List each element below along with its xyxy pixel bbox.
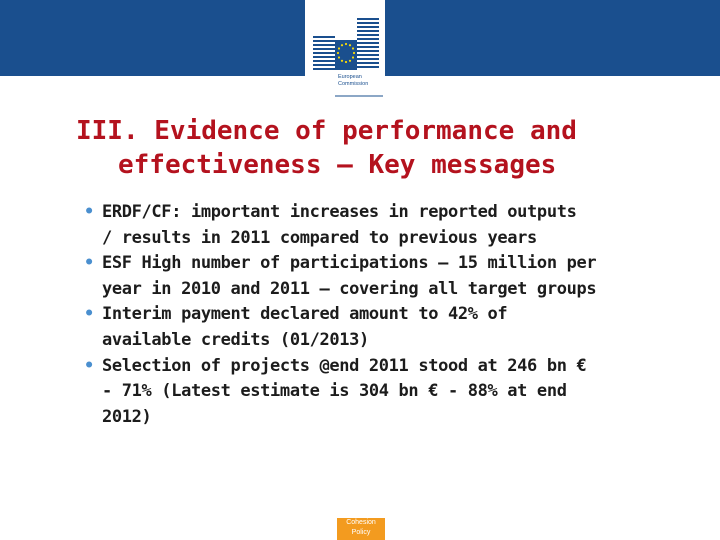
- bullet-line: 2012): [102, 406, 152, 427]
- bullet-line: Interim payment declared amount to 42% of: [102, 304, 508, 325]
- bullet-dot-icon: •: [84, 202, 94, 222]
- bullet-line: / results in 2011 compared to previous years: [102, 227, 537, 248]
- slide-title: [76, 114, 696, 182]
- bullet-line: ERDF/CF: important increases in reported outputs: [102, 202, 577, 222]
- bullet-item: [80, 200, 700, 251]
- bullet-dot-icon: •: [84, 253, 94, 274]
- title-line-1: III. Evidence of performance and: [76, 116, 577, 146]
- cohesion-policy-badge: [337, 518, 385, 540]
- european-commission-logo: [305, 0, 385, 98]
- footer-line-2: Policy: [351, 529, 371, 536]
- logo-line-1: European: [338, 74, 362, 80]
- bullet-dot-icon: •: [84, 304, 94, 325]
- logo-line-2: Commission: [338, 81, 369, 87]
- footer-line-1: Cohesion: [346, 519, 376, 526]
- bullet-item: [80, 302, 700, 353]
- bullet-item: [80, 251, 700, 302]
- logo-text: [338, 74, 368, 88]
- bullet-line: - 71% (Latest estimate is 304 bn € - 88% at end: [102, 381, 567, 402]
- bullet-line: ESF High number of participations – 15 million per: [102, 253, 597, 274]
- bullet-dot-icon: •: [84, 355, 94, 376]
- bullet-line: available credits (01/2013): [102, 329, 369, 350]
- bullet-item: [80, 354, 700, 431]
- bullet-list: [80, 200, 700, 430]
- bullet-line: Selection of projects @end 2011 stood at 246 bn €: [102, 355, 587, 376]
- bullet-line: year in 2010 and 2011 – covering all target groups: [102, 278, 597, 299]
- title-line-2: effectiveness – Key messages: [118, 150, 557, 180]
